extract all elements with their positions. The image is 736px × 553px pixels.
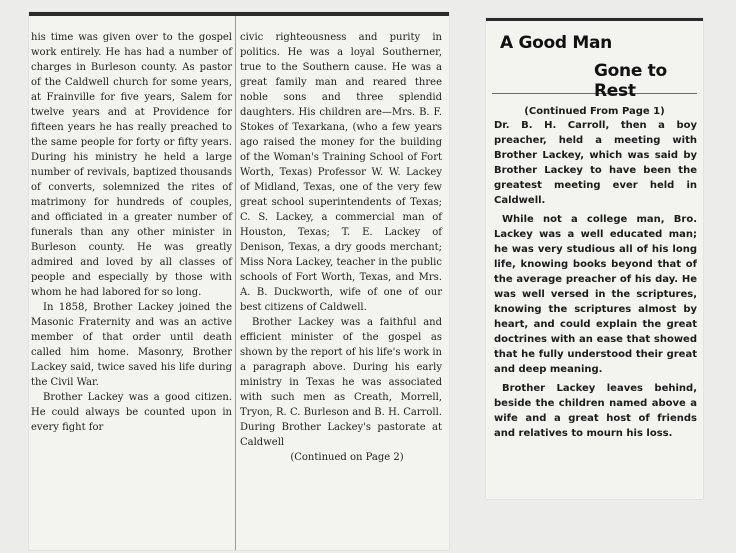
column-1-paragraph-3: Brother Lackey was a good citizen. He could always be counted upon in every fight for bbox=[31, 392, 232, 433]
article-column-2 bbox=[240, 30, 442, 465]
left-newspaper-clipping bbox=[29, 12, 449, 550]
headline-line-1: A Good Man bbox=[500, 33, 612, 53]
headline-box bbox=[492, 29, 697, 101]
column-2-paragraph-1: civic righteousness and purity in politics. He was a loyal Southerner, true to the Southern cause. He was a great family man and reared three noble sons and three splendid daughters. His children are—Mrs. B. F. Stokes of Texarkana, (who a few years ago raised the money for the building of the Woman's Training School of Fort Worth, Texas) Professor W. W. Lackey of Midland, Texas, one of the very few great school superintendents of Texas; C. S. Lackey, a commercial man of Houston, Texas; T. E. Lackey of Denison, Texas, a dry goods merchant; Miss Nora Lackey, teacher in the public schools of Fort Worth, Texas, and Mrs. A. B. Duckworth, wife of one of our best citizens of Caldwell. bbox=[240, 32, 442, 313]
right-article-body bbox=[486, 118, 703, 441]
continued-on-note: (Continued on Page 2) bbox=[290, 452, 404, 463]
right-paragraph-1: Dr. B. H. Carroll, then a boy preacher, held a meeting with Brother Lackey, which was said by Brother Lackey to have been the greatest meeting ever held in Caldwell. bbox=[494, 120, 697, 206]
column-1-paragraph-1: his time was given over to the gospel work entirely. He has had a number of charges in Burleson county. As pastor of the Caldwell church for some years, at Frainville for five years, Salem for twelve years and at Providence for fifteen years he has really preached to the same people for forty or fifty years. During his ministry he held a large number of revivals, baptized thousands of converts, solemnized the rites of matrimony for hundreds of couples, and officiated in a greater number of funerals than any other minister in Burleson county. He was greatly admired and loved by all classes of people and especially by those with whom he had labored for so long. bbox=[31, 32, 232, 298]
right-paragraph-2: While not a college man, Bro. Lackey was a well educated man; he was very studious all of his long life, knowing books beyond that of the average preacher of his day. He was well versed in the scriptures, knowing the scriptures almost by heart, and could explain the great doctrines with an ease that showed that he fully understood their great and deep meaning. bbox=[494, 214, 697, 375]
continued-from-note: (Continued From Page 1) bbox=[524, 106, 665, 117]
right-newspaper-clipping bbox=[486, 18, 703, 499]
column-2-paragraph-2: Brother Lackey was a faithful and efficient minister of the gospel as shown by the report of his life's work in a paragraph above. During his early ministry in Texas he was associated with such men as Creath, Morrell, Tryon, R. C. Burleson and B. H. Carroll. During Brother Lackey's pastorate at Caldwell bbox=[240, 317, 442, 448]
article-column-1 bbox=[31, 30, 232, 435]
right-paragraph-3: Brother Lackey leaves behind, beside the children named above a wife and a great host of friends and relatives to mourn his loss. bbox=[494, 383, 697, 439]
column-divider bbox=[235, 16, 236, 550]
headline-line-2: Gone to Rest bbox=[594, 61, 667, 101]
column-1-paragraph-2: In 1858, Brother Lackey joined the Masonic Fraternity and was an active member of that order until death called him home. Masonry, Brother Lackey said, twice saved his life during the Civil War. bbox=[31, 302, 232, 388]
